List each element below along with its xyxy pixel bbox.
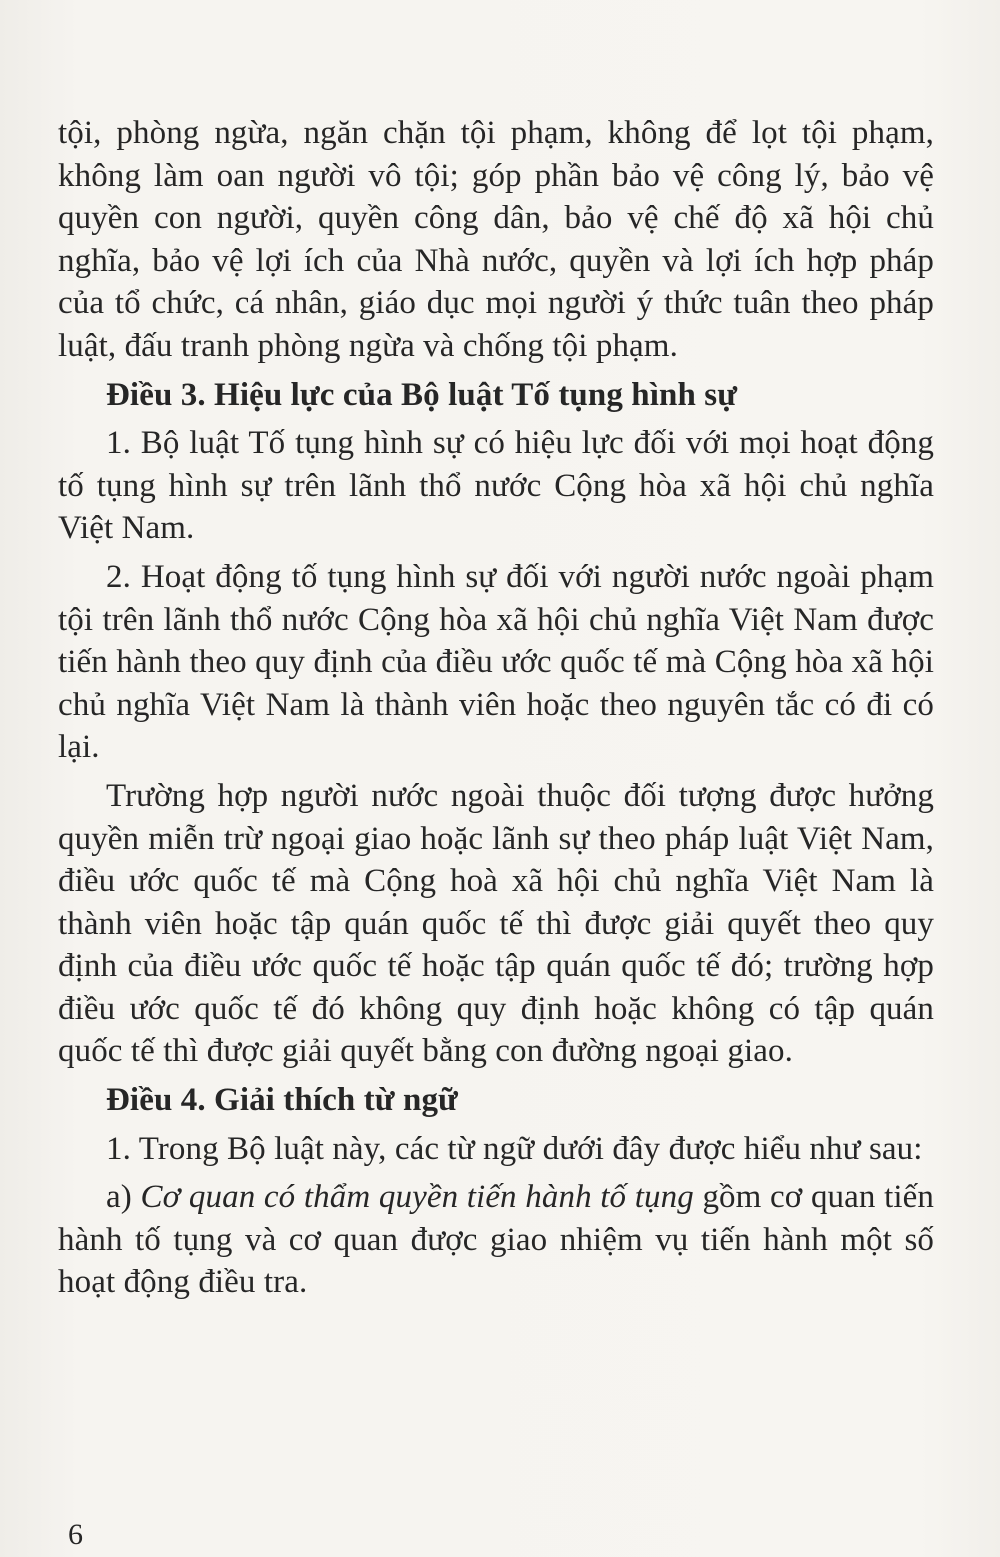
article-3-clause-1: 1. Bộ luật Tố tụng hình sự có hiệu lực đối với mọi hoạt động tố tụng hình sự trên lãnh thổ nước Cộng hòa xã hội chủ nghĩa Việt Nam.: [58, 425, 934, 547]
article-4-heading: Điều 4. Giải thích từ ngữ: [106, 1082, 458, 1119]
item-a-prefix: a): [106, 1179, 141, 1216]
page-number: 6: [68, 1518, 83, 1551]
article-3-clause-2-continued: Trường hợp người nước ngoài thuộc đối tượng được hưởng quyền miễn trừ ngoại giao hoặc lãnh sự theo pháp luật Việt Nam, điều ước quốc tế mà Cộng hoà xã hội chủ nghĩa Việt Nam là thành viên hoặc tập quán quốc tế thì được giải quyết theo quy định của điều ước quốc tế hoặc tập quán quốc tế đó; trường hợp điều ước quốc tế đó không quy định hoặc không có tập quán quốc tế thì được giải quyết bằng con đường ngoại giao.: [58, 777, 934, 1070]
paragraph-continuation: tội, phòng ngừa, ngăn chặn tội phạm, không để lọt tội phạm, không làm oan người vô tội; góp phần bảo vệ công lý, bảo vệ quyền con người, quyền công dân, bảo vệ chế độ xã hội chủ nghĩa, bảo vệ lợi ích của Nhà nước, quyền và lợi ích hợp pháp của tổ chức, cá nhân, giáo dục mọi người ý thức tuân theo pháp luật, đấu tranh phòng ngừa và chống tội phạm.: [58, 115, 934, 364]
article-4-clause-1: 1. Trong Bộ luật này, các từ ngữ dưới đây được hiểu như sau:: [106, 1130, 923, 1167]
page-body: [58, 112, 934, 1304]
article-3-heading: Điều 3. Hiệu lực của Bộ luật Tố tụng hình sự: [106, 376, 738, 413]
article-3-clause-2: 2. Hoạt động tố tụng hình sự đối với người nước ngoài phạm tội trên lãnh thổ nước Cộng hòa xã hội chủ nghĩa Việt Nam được tiến hành theo quy định của điều ước quốc tế mà Cộng hòa xã hội chủ nghĩa Việt Nam là thành viên hoặc theo nguyên tắc có đi có lại.: [58, 558, 934, 766]
item-a-definition: gồm cơ quan tiến hành tố tụng và cơ quan được giao nhiệm vụ tiến hành một số hoạt động điều tra.: [58, 1179, 934, 1301]
article-4-item-a: [58, 1176, 934, 1304]
item-a-defined-term: Cơ quan có thẩm quyền tiến hành tố tụng: [140, 1179, 694, 1216]
